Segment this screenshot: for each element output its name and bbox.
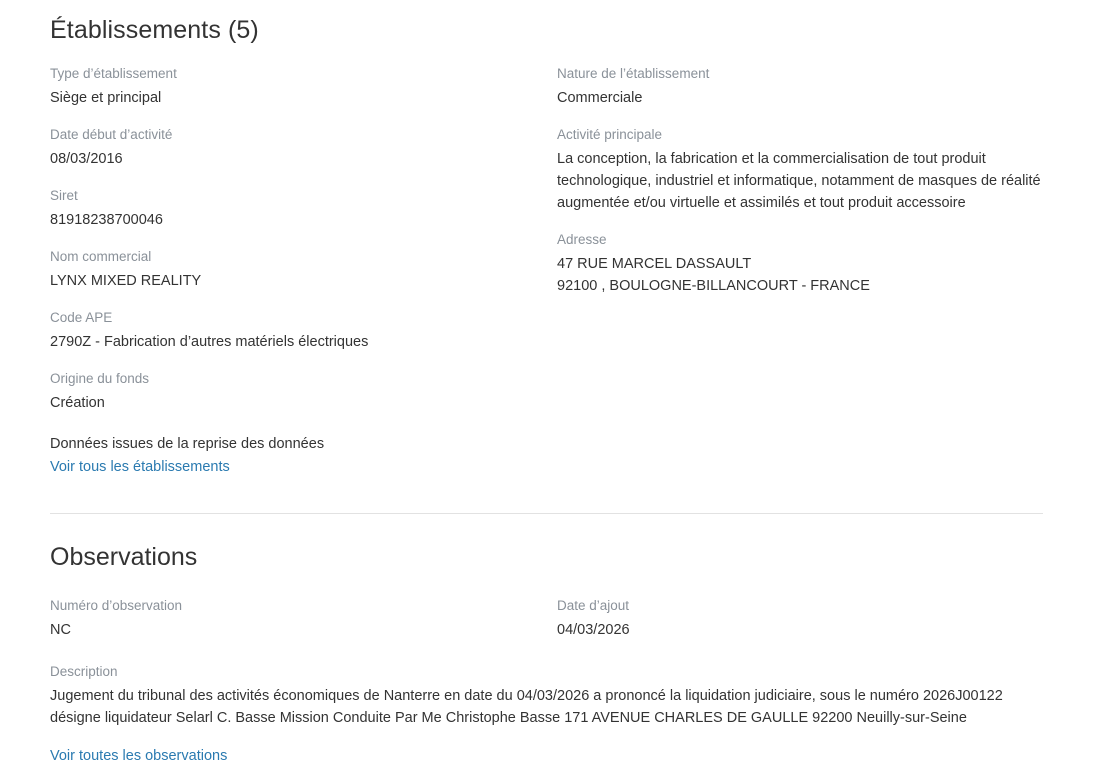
field-siret <box>50 187 557 231</box>
field-value: LYNX MIXED REALITY <box>50 273 202 289</box>
field-nom-commercial <box>50 248 557 292</box>
address-line-2: 92100 , BOULOGNE-BILLANCOURT - FRANCE <box>557 278 870 294</box>
field-label: Description <box>50 664 118 679</box>
field-label: Origine du fonds <box>50 371 150 386</box>
establishments-right-column <box>557 65 1043 478</box>
field-label: Nom commercial <box>50 249 152 264</box>
field-label: Activité principale <box>557 127 663 142</box>
field-label: Type d’établissement <box>50 66 177 81</box>
field-label: Adresse <box>557 232 607 247</box>
establishments-columns <box>50 65 1043 478</box>
field-value: 04/03/2026 <box>557 622 630 638</box>
field-value: 08/03/2016 <box>50 151 123 167</box>
field-value: Commerciale <box>557 90 643 106</box>
establishments-left-column <box>50 65 557 478</box>
field-description <box>50 663 1043 729</box>
field-label: Nature de l’établissement <box>557 66 710 81</box>
field-value: Siège et principal <box>50 90 162 106</box>
field-code-ape <box>50 309 557 353</box>
field-value <box>557 253 1043 297</box>
field-origine-du-fonds <box>50 370 557 414</box>
page-title-text: Établissements <box>50 16 221 44</box>
field-label: Code APE <box>50 310 113 325</box>
field-type-etablissement <box>50 65 557 109</box>
establishments-count: (5) <box>227 16 259 44</box>
field-value: La conception, la fabrication et la commercialisation de tout produit technologique, industriel et informatique, notamment de masques de réalité augmentée et/ou virtuelle et assimilés et tout produit accessoire <box>557 151 1041 211</box>
field-label: Numéro d’observation <box>50 598 183 613</box>
field-label: Siret <box>50 188 78 203</box>
page-title <box>50 0 1043 45</box>
field-value: 2790Z - Fabrication d’autres matériels électriques <box>50 334 369 350</box>
address-line-1: 47 RUE MARCEL DASSAULT <box>557 256 752 272</box>
field-adresse <box>557 231 1043 297</box>
field-value: NC <box>50 622 71 638</box>
observations-title: Observations <box>50 543 198 571</box>
observations-columns <box>50 597 1043 658</box>
observations-left-column <box>50 597 557 658</box>
observations-right-column <box>557 597 1043 658</box>
data-source-note: Données issues de la reprise des données <box>50 436 325 452</box>
field-numero-observation <box>50 597 557 641</box>
field-value: 81918238700046 <box>50 212 163 228</box>
field-activite-principale <box>557 126 1043 214</box>
field-nature-etablissement <box>557 65 1043 109</box>
field-label: Date début d’activité <box>50 127 173 142</box>
observations-link-wrapper <box>50 744 1043 767</box>
view-all-observations-link[interactable]: Voir toutes les observations <box>50 748 228 764</box>
field-label: Date d’ajout <box>557 598 630 613</box>
view-all-establishments-link[interactable]: Voir tous les établissements <box>50 459 230 475</box>
field-value: Jugement du tribunal des activités économiques de Nanterre en date du 04/03/2026 a prononcé la liquidation judiciaire, sous le numéro 2026J00122 désigne liquidateur Selarl C. Basse Mission Conduite Par Me Christophe Basse 171 AVENUE CHARLES DE GAULLE 92200 Neuilly-sur-Seine <box>50 688 1003 726</box>
field-date-debut-activite <box>50 126 557 170</box>
field-value: Création <box>50 395 105 411</box>
field-date-ajout <box>557 597 1043 641</box>
